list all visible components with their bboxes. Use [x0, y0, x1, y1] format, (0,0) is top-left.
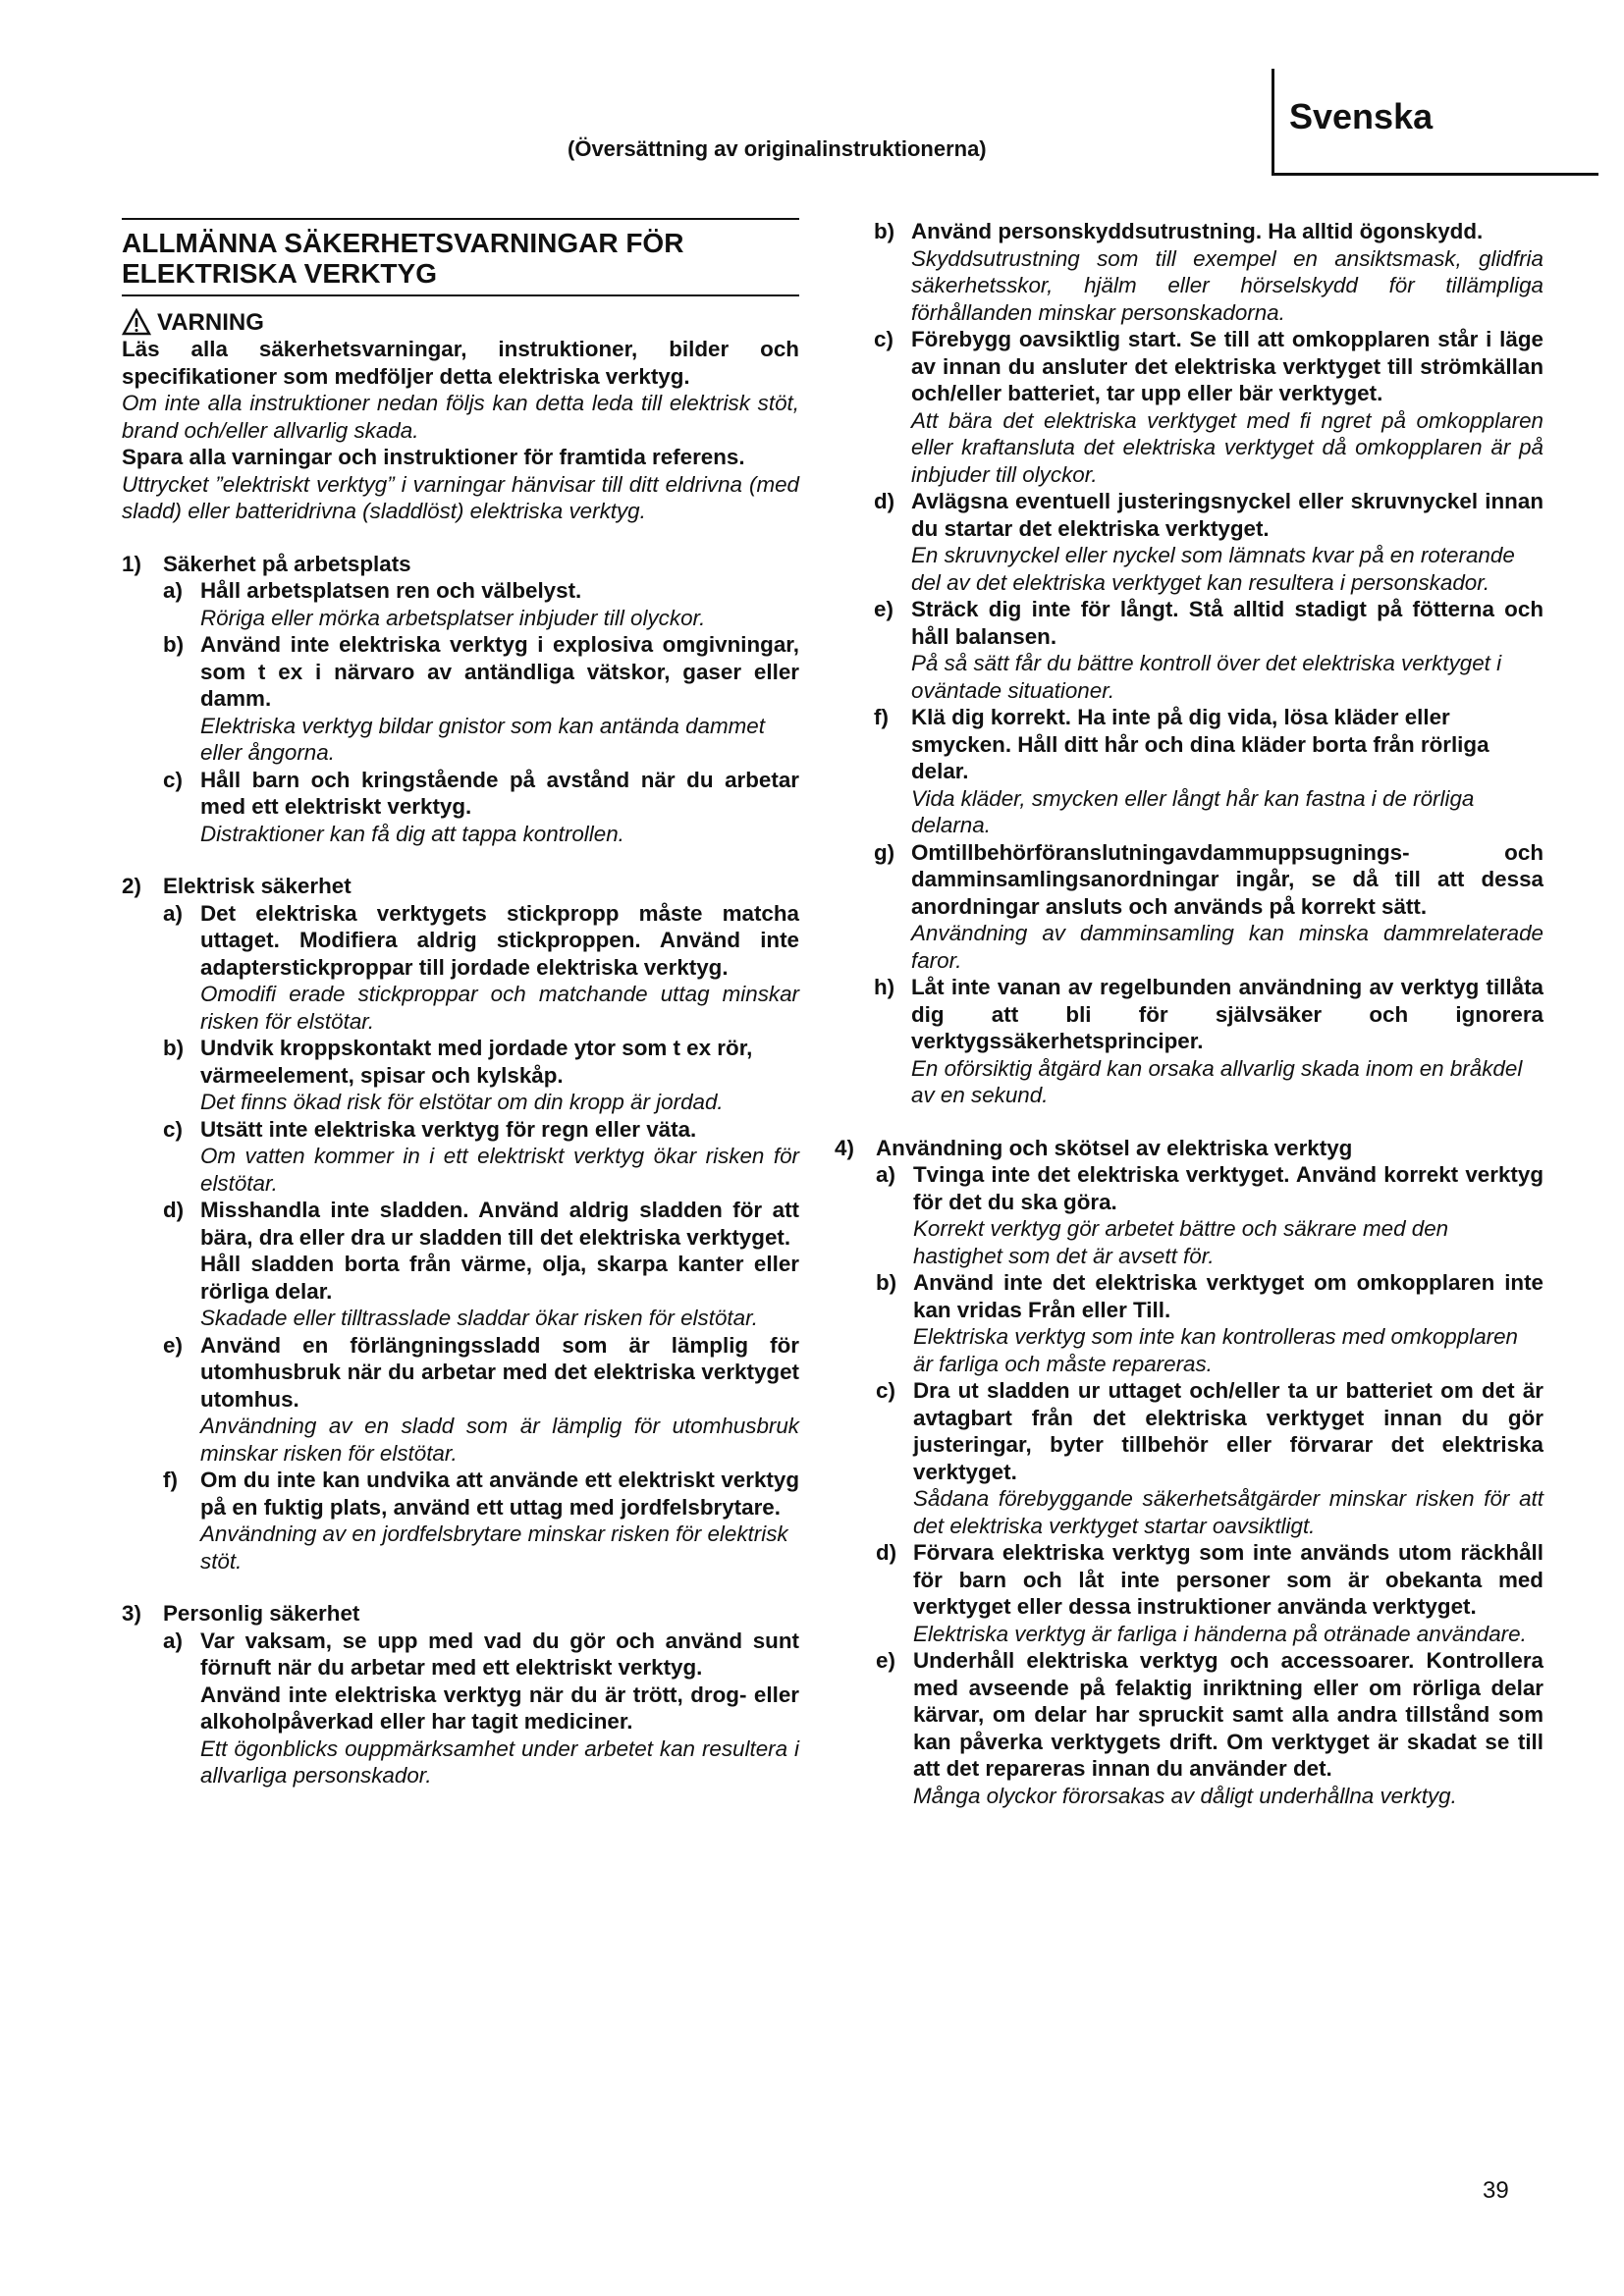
list-item: b) Undvik kroppskontakt med jordade ytor som t ex rör, värmeelement, spisar och kylskåp. Det finns ökad risk för elstötar om din kropp är jordad.	[163, 1036, 753, 1114]
list-item: e) Underhåll elektriska verktyg och accessoarer. Kontrollera med avseende på felaktig inriktning eller om rörliga delar kärvar, om delar har spruckit samt alla andra tillstånd som kan påverka verktygets drift. Om verktyget är skadat se till att det repareras innan du använder det. Många olyckor förorsakas av dåligt underhållna verktyg.	[876, 1648, 1543, 1808]
section-1	[122, 551, 799, 848]
language-label: Svenska	[1289, 96, 1434, 136]
list-item: e) Använd en förlängningssladd som är lämplig för utomhusbruk när du arbetar med det elektriska verktyget utomhus. Användning av en sladd som är lämplig för utomhusbruk minskar risken för elstötar.	[163, 1332, 799, 1466]
list-item: a) Det elektriska verktygets stickpropp måste matcha uttaget. Modifiera aldrig stickproppen. Använd inte adapterstickproppar till jordade elektriska verktyg. Omodifi erade stickproppar och matchande uttag minskar risken för elstötar.	[163, 900, 799, 1034]
section-title	[122, 218, 799, 296]
list-item: d) Förvara elektriska verktyg som inte används utom räckhåll för barn och låt inte personer som är obekanta med verktyget eller dessa instruktioner använda verktyget. Elektriska verktyg är farliga i händerna på otränade användare.	[876, 1540, 1543, 1646]
page-number: 39	[1483, 2177, 1509, 2204]
warning-note: Om inte alla instruktioner nedan följs kan detta leda till elektrisk stöt, brand och/eller allvarlig skada.	[122, 391, 799, 443]
list-item: a) Håll arbetsplatsen ren och välbelyst. Röriga eller mörka arbetsplatser inbjuder till olyckor.	[163, 578, 706, 630]
list-item: a) Tvinga inte det elektriska verktyget. Använd korrekt verktyg för det du ska göra. Korrekt verktyg gör arbetet bättre och säkrare med den hastighet som det är avsett för.	[876, 1162, 1543, 1268]
section-1-number: 1)	[122, 551, 141, 576]
translation-subtitle: (Översättning av originalinstruktionerna)	[568, 136, 987, 161]
list-item: f) Om du inte kan undvika att använde ett elektriskt verktyg på en fuktig plats, använd ett uttag med jordfelsbrytare. Användning av en jordfelsbrytare minskar risken för elektrisk stöt.	[163, 1468, 799, 1574]
right-column	[835, 218, 1543, 1809]
section-4-number: 4)	[835, 1135, 854, 1160]
section-3	[122, 1600, 799, 1789]
list-item: h) Låt inte vanan av regelbunden användning av verktyg tillåta dig att bli för självsäker och ignorera verktygssäkerhetsprinciper. En oförsiktig åtgärd kan orsaka allvarlig skada inom en bråkdel av en sekund.	[874, 975, 1543, 1107]
term-definition: Uttrycket ”elektriskt verktyg” i varningar hänvisar till ditt eldrivna (med sladd) eller batteridrivna (sladdlöst) elektriska verktyg.	[122, 471, 799, 523]
list-item: c) Utsätt inte elektriska verktyg för regn eller väta. Om vatten kommer in i ett elektriskt verktyg ökar risken för elstötar.	[163, 1116, 799, 1196]
list-item: b) Använd inte elektriska verktyg i explosiva omgivningar, som t ex i närvaro av antändliga vätskor, gaser eller damm. Elektriska verktyg bildar gnistor som kan antända dammet eller ångorna.	[163, 632, 799, 765]
warning-triangle-icon	[122, 308, 151, 336]
section-2-heading: Elektrisk säkerhet	[163, 874, 352, 898]
warning-heading	[122, 308, 799, 336]
list-item: g) Omtillbehörföranslutningavdammuppsugnings- och damminsamlingsanordningar ingår, se då till att dessa anordningar ansluts och används på korrekt sätt. Användning av damminsamling kan minska dammrelaterade faror.	[874, 839, 1543, 973]
section-title-line-1: ALLMÄNNA SÄKERHETSVARNINGAR FÖR	[122, 228, 684, 258]
list-item: d) Avlägsna eventuell justeringsnyckel eller skruvnyckel innan du startar det elektriska verktyget. En skruvnyckel eller nyckel som lämnats kvar på en roterande del av det elektriska verktyget kan resultera i personskador.	[874, 489, 1543, 595]
list-item: b) Använd inte det elektriska verktyget om omkopplaren inte kan vridas Från eller Till. Elektriska verktyg som inte kan kontrolleras med omkopplaren är farliga och måste repareras.	[876, 1270, 1543, 1376]
list-item: c) Förebygg oavsiktlig start. Se till att omkopplaren står i läge av innan du ansluter det elektriska verktyget till strömkällan och/eller batteriet, tar upp eller bär verktyget. Att bära det elektriska verktyget med fi ngret på omkopplaren eller kraftansluta det elektriska verktyget då omkopplaren är på inbjuder till olyckor.	[874, 327, 1543, 487]
section-2-number: 2)	[122, 874, 141, 898]
section-1-heading: Säkerhet på arbetsplats	[163, 551, 411, 576]
section-3-heading: Personlig säkerhet	[163, 1601, 360, 1626]
list-item: e) Sträck dig inte för långt. Stå alltid stadigt på fötterna och håll balansen. På så sätt får du bättre kontroll över det elektriska verktyget i oväntade situationer.	[874, 597, 1543, 703]
warning-text: Läs alla säkerhetsvarningar, instruktioner, bilder och specifikationer som medföljer detta elektriska verktyg.	[122, 337, 799, 389]
section-3-number: 3)	[122, 1601, 141, 1626]
list-item: a) Var vaksam, se upp med vad du gör och använd sunt förnuft när du arbetar med ett elektriskt verktyg. Använd inte elektriska verktyg när du är trött, drog- eller alkoholpåverkad eller har tagit mediciner. Ett ögonblicks ouppmärksamhet under arbetet kan resultera i allvarliga personskador.	[163, 1628, 799, 1788]
section-4-heading: Användning och skötsel av elektriska verktyg	[876, 1135, 1353, 1160]
section-title-line-2: ELEKTRISKA VERKTYG	[122, 258, 437, 289]
list-item: b) Använd personskyddsutrustning. Ha alltid ögonskydd. Skyddsutrustning som till exempel en ansiktsmask, glidfria säkerhetsskor, hjälm eller hörselskydd för tillämpliga förhållanden minskar personskadorna.	[874, 219, 1543, 325]
list-item: c) Håll barn och kringstående på avstånd när du arbetar med ett elektriskt verktyg. Distraktioner kan få dig att tappa kontrollen.	[163, 767, 799, 846]
section-2	[122, 873, 799, 1575]
list-item: c) Dra ut sladden ur uttaget och/eller ta ur batteriet om det är avtagbart från det elektriska verktyget innan du gör justeringar, byter tillbehör eller förvarar det elektriska verktyget. Sådana förebyggande säkerhetsåtgärder minskar risken för att det elektriska verktyget startar oavsiktligt.	[876, 1378, 1543, 1538]
save-instructions: Spara alla varningar och instruktioner för framtida referens.	[122, 445, 745, 469]
section-4	[835, 1135, 1543, 1810]
warning-label: VARNING	[157, 308, 264, 336]
list-item: d) Misshandla inte sladden. Använd aldrig sladden för att bära, dra eller dra ur sladden till det elektriska verktyget. Håll sladden borta från värme, olja, skarpa kanter eller rörliga delar. Skadade eller tilltrasslade sladdar ökar risken för elstötar.	[163, 1198, 799, 1330]
list-item: f) Klä dig korrekt. Ha inte på dig vida, lösa kläder eller smycken. Håll ditt hår och dina kläder borta från rörliga delar. Vida kläder, smycken eller långt hår kan fastna i de rörliga delarna.	[874, 705, 1489, 837]
left-column	[122, 218, 799, 1789]
